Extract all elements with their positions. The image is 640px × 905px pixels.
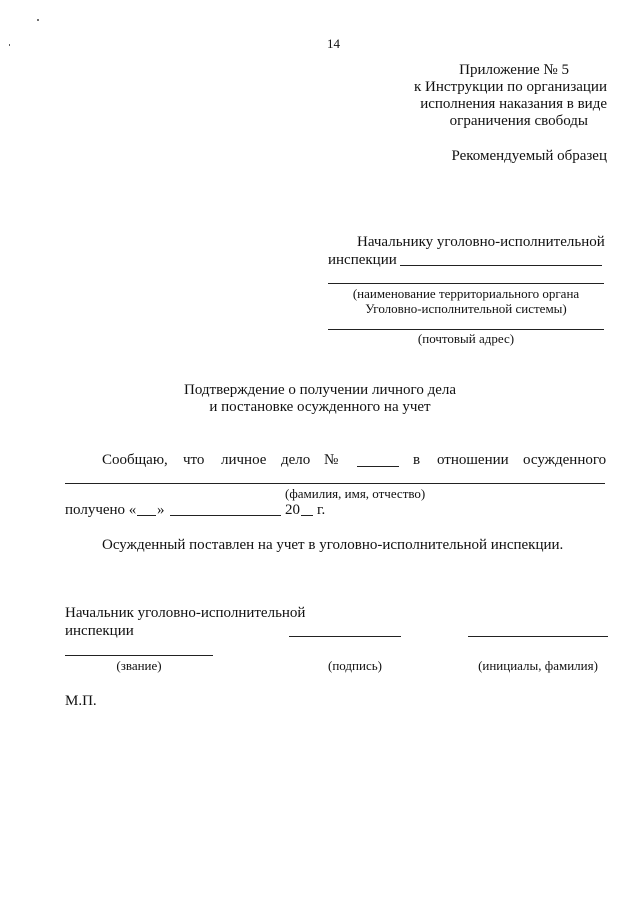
received-month-line[interactable] [170, 515, 281, 516]
initials-caption: (инициалы, фамилия) [478, 658, 598, 673]
rank-line[interactable] [65, 655, 213, 656]
received-year-line[interactable] [301, 515, 313, 516]
addressee-line: инспекции [328, 252, 397, 268]
year-suffix: г. [317, 502, 326, 518]
signature-line[interactable] [289, 636, 401, 637]
appendix-line: ограничения свободы [449, 113, 588, 129]
body-word: в [413, 452, 421, 468]
body-word: № [324, 452, 339, 468]
postal-address-caption: (почтовый адрес) [417, 331, 515, 346]
received-day-line[interactable] [137, 515, 156, 516]
case-number-line[interactable] [357, 466, 399, 467]
full-name-line[interactable] [65, 483, 605, 484]
postal-address-line[interactable] [328, 329, 604, 330]
addressee-line: Начальнику уголовно-исполнительной [357, 234, 605, 250]
scan-speck [37, 19, 39, 21]
quote-close: » [157, 502, 165, 518]
rank-caption: (звание) [116, 658, 162, 673]
appendix-title: Приложение № 5 [459, 62, 569, 78]
territorial-body-caption: Уголовно-исполнительной системы) [365, 301, 567, 316]
body-word: личное [221, 452, 267, 468]
title-line: Подтверждение о получении личного дела [184, 382, 456, 398]
year-prefix: 20 [285, 502, 300, 518]
appendix-line: исполнения наказания в виде [420, 96, 607, 112]
full-name-caption: (фамилия, имя, отчество) [285, 486, 426, 501]
signer-role: инспекции [65, 623, 134, 639]
scan-speck [9, 44, 10, 46]
title-line: и постановке осужденного на учет [209, 399, 431, 415]
territorial-body-caption: (наименование территориального органа [352, 286, 580, 301]
initials-line[interactable] [468, 636, 608, 637]
registered-statement: Осужденный поставлен на учет в уголовно-исполнительной инспекции. [102, 537, 564, 553]
body-word: осужденного [523, 452, 607, 468]
body-word: отношении [437, 452, 509, 468]
body-word: что [183, 452, 205, 468]
inspection-name-line[interactable] [400, 265, 602, 266]
recommended-sample-label: Рекомендуемый образец [451, 148, 607, 164]
body-word: дело [281, 452, 311, 468]
page-number: 14 [327, 36, 340, 51]
signer-role: Начальник уголовно-исполнительной [65, 605, 306, 621]
territorial-body-line[interactable] [328, 283, 604, 284]
appendix-line: к Инструкции по организации [413, 79, 607, 95]
received-label: получено « [65, 502, 137, 518]
body-word: Сообщаю, [102, 452, 168, 468]
stamp-place-label: М.П. [65, 693, 97, 709]
signature-caption: (подпись) [328, 658, 382, 673]
